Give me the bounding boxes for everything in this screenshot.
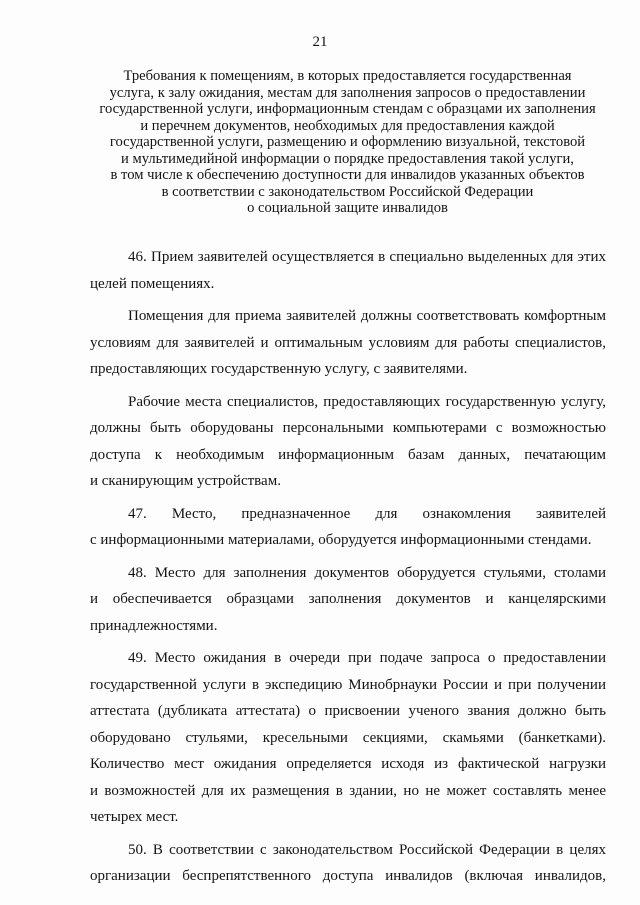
text-line: 48. Место для заполнения документов оборудуется стульями, столами	[128, 564, 606, 581]
text-line: предоставляющих государственную услугу, с заявителями.	[90, 361, 468, 377]
paragraph-workplaces	[90, 389, 606, 495]
paragraph-46	[90, 244, 606, 297]
text-line: организации беспрепятственного доступа инвалидов (включая инвалидов,	[90, 868, 606, 884]
text-line: четырех мест.	[90, 809, 179, 825]
heading-line: Требования к помещениям, в которых предоставляется государственная	[123, 68, 572, 84]
text-line: доступа к необходимым информационным базам данных, печатающим	[90, 446, 606, 463]
text-line: Рабочие места специалистов, предоставляющих государственную услугу,	[128, 393, 606, 410]
heading-line: в том числе к обеспечению доступности для инвалидов указанных объектов	[110, 167, 585, 183]
section-heading	[70, 68, 625, 217]
text-line: должны быть оборудованы персональными компьютерами с возможностью	[90, 420, 606, 436]
text-line: государственной услуги в экспедицию Минобрнауки России и при получении	[90, 676, 606, 693]
text-line: 46. Прием заявителей осуществляется в специально выделенных для этих	[128, 249, 606, 265]
paragraph-premises	[90, 303, 606, 383]
text-line: 49. Место ожидания в очереди при подаче запроса о предоставлении	[128, 650, 606, 666]
heading-line: и перечнем документов, необходимых для предоставления каждой	[140, 117, 555, 134]
text-line: и сканирующим устройствам.	[90, 473, 281, 489]
text-line: принадлежностями.	[90, 617, 218, 634]
heading-line: государственной услуги, размещению и оформлению визуальной, текстовой	[109, 134, 586, 150]
text-line: оборудовано стульями, кресельными секциями, скамьями (банкетками).	[90, 729, 606, 746]
text-line: условиям для заявителей и оптимальным условиям для работы специалистов,	[90, 334, 606, 351]
heading-line: и мультимедийной информации о порядке предоставления такой услуги,	[121, 150, 574, 167]
text-line: Помещения для приема заявителей должны соответствовать комфортным	[128, 308, 606, 324]
text-line: и обеспечивается образцами заполнения документов и канцелярскими	[90, 591, 606, 607]
text-line: 47. Место, предназначенное для ознакомления заявителей	[128, 505, 606, 522]
heading-line: о социальной защите инвалидов	[247, 200, 448, 216]
paragraph-49	[90, 645, 606, 831]
text-line: с информационными материалами, оборудуется информационными стендами.	[90, 532, 592, 548]
body-text	[90, 244, 606, 890]
heading-line: услуга, к залу ожидания, местам для заполнения запросов о предоставлении	[109, 84, 586, 101]
text-line: целей помещениях.	[90, 275, 215, 292]
text-line: аттестата (дубликата аттестата) о присвоении ученого звания должно быть	[90, 703, 606, 719]
paragraph-50	[90, 837, 606, 890]
page-number: 21	[312, 34, 328, 50]
heading-line: государственной услуги, информационным стендам с образцами их заполнения	[99, 101, 596, 117]
text-line: 50. В соответствии с законодательством Российской Федерации в целях	[128, 841, 606, 858]
paragraph-48	[90, 560, 606, 640]
heading-line: в соответствии с законодательством Российской Федерации	[161, 183, 534, 200]
text-line: Количество мест ожидания определяется исходя из фактической нагрузки	[90, 756, 606, 772]
text-line: и возможностей для их размещения в здании, но не может составлять менее	[90, 782, 606, 799]
paragraph-47	[90, 501, 606, 554]
